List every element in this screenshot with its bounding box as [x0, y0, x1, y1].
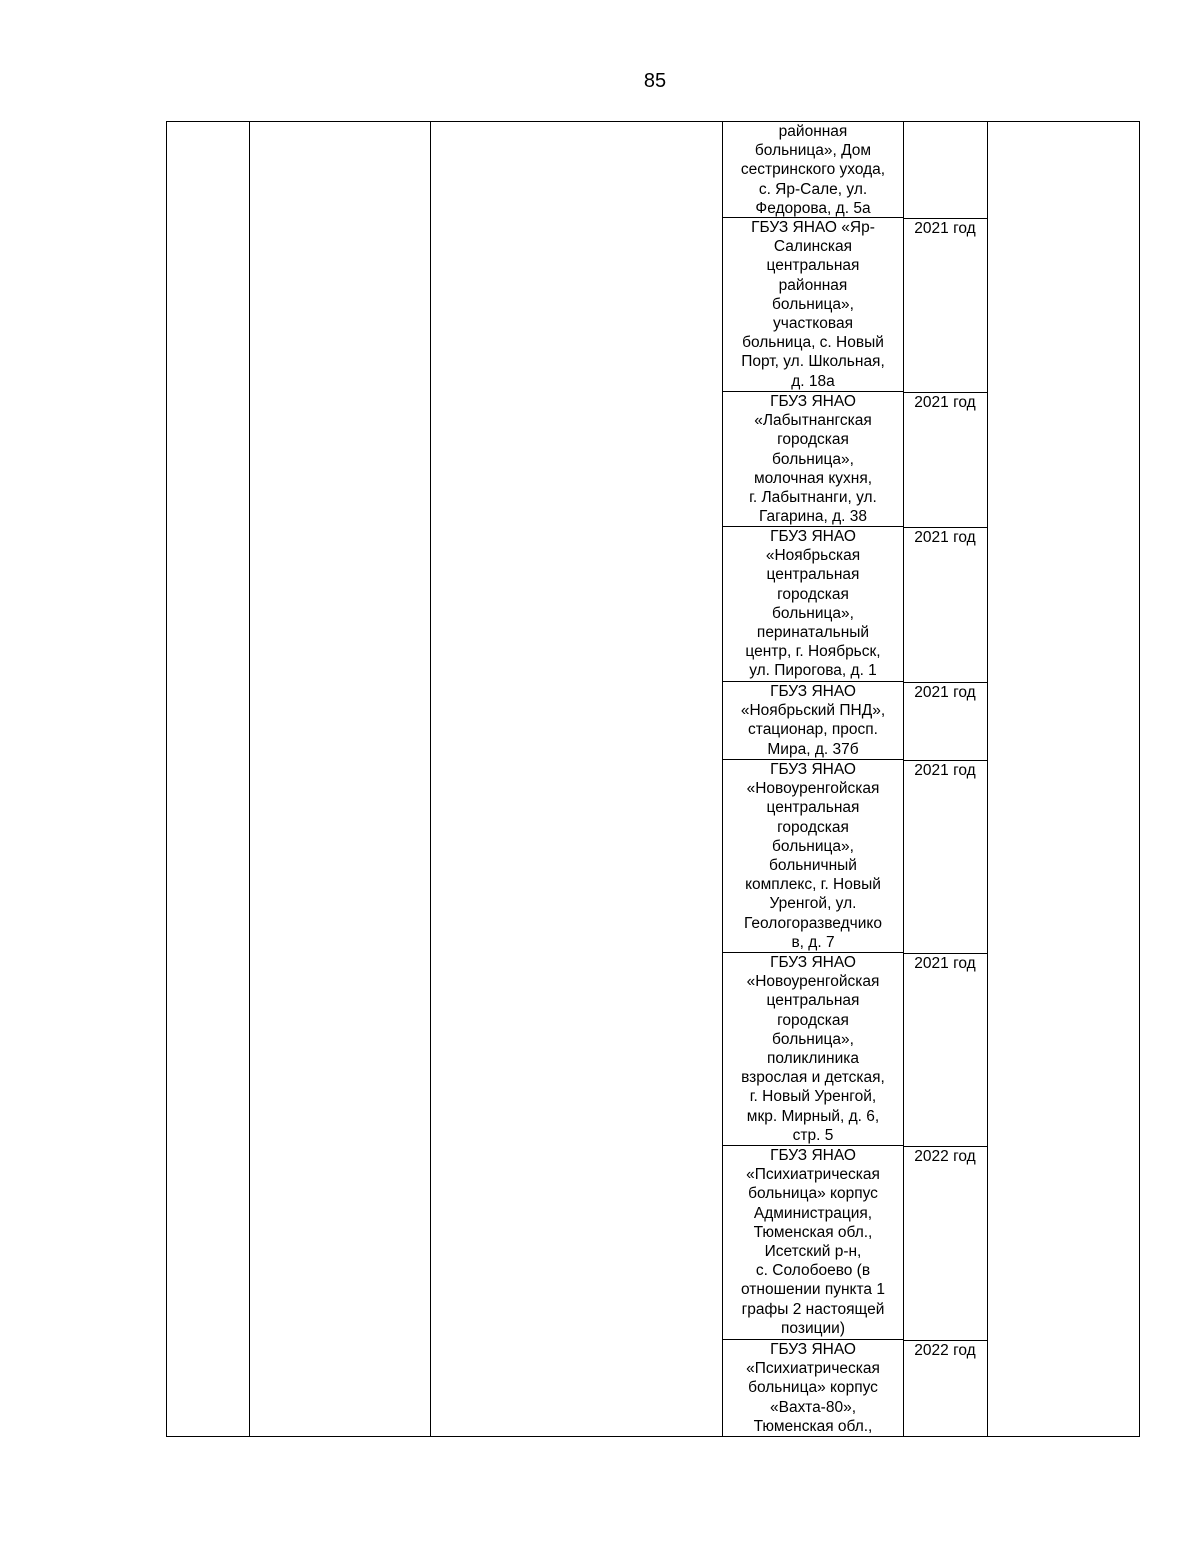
facility-cell: ГБУЗ ЯНАО «Новоуренгойская центральная городская больница», поликлиника взрослая и детская, г. Новый Уренгой, мкр. Мирный, д. 6, стр. 5	[723, 953, 903, 1146]
year-cell: 2022 год	[914, 1148, 976, 1165]
year-cell: 2021 год	[914, 684, 976, 701]
year-cell: 2021 год	[914, 762, 976, 779]
row-divider	[903, 392, 987, 393]
row-divider	[903, 527, 987, 528]
year-cell: 2021 год	[914, 220, 976, 237]
facility-column	[723, 122, 903, 1436]
page-number: 85	[643, 70, 667, 92]
facility-cell: ГБУЗ ЯНАО «Яр- Салинская центральная районная больница», участковая больница, с. Новый Порт, ул. Школьная, д. 18а	[723, 218, 903, 392]
row-divider	[903, 953, 987, 954]
facility-cell: ГБУЗ ЯНАО «Новоуренгойская центральная городская больница», больничный комплекс, г. Новый Уренгой, ул. Геологоразведчико в, д. 7	[723, 760, 903, 953]
year-cell: 2021 год	[914, 955, 976, 972]
facility-cell: ГБУЗ ЯНАО «Ноябрьская центральная городская больница», перинатальный центр, г. Ноябрьск, ул. Пирогова, д. 1	[723, 527, 903, 682]
facility-cell: ГБУЗ ЯНАО «Лабытнангская городская больница», молочная кухня, г. Лабытнанги, ул. Гагарина, д. 38	[723, 392, 903, 527]
row-divider	[903, 1340, 987, 1341]
year-cell: 2021 год	[914, 529, 976, 546]
year-cell: 2022 год	[914, 1342, 976, 1359]
year-cell: 2021 год	[914, 394, 976, 411]
facility-table	[166, 121, 1140, 1437]
column-divider	[249, 122, 250, 1436]
facility-cell: ГБУЗ ЯНАО «Ноябрьский ПНД», стационар, просп. Мира, д. 37б	[723, 682, 903, 760]
row-divider	[903, 760, 987, 761]
row-divider	[903, 682, 987, 683]
row-divider	[903, 1146, 987, 1147]
facility-cell: ГБУЗ ЯНАО «Психиатрическая больница» корпус Администрация, Тюменская обл., Исетский р-н, с. Солобоево (в отношении пункта 1 графы 2 настоящей позиции)	[723, 1146, 903, 1340]
row-divider	[903, 218, 987, 219]
column-divider	[987, 122, 988, 1436]
facility-cell: районная больница», Дом сестринского ухода, с. Яр-Сале, ул. Федорова, д. 5а	[723, 122, 903, 218]
facility-cell: ГБУЗ ЯНАО «Психиатрическая больница» корпус «Вахта-80», Тюменская обл.,	[746, 1341, 880, 1435]
column-divider	[430, 122, 431, 1436]
